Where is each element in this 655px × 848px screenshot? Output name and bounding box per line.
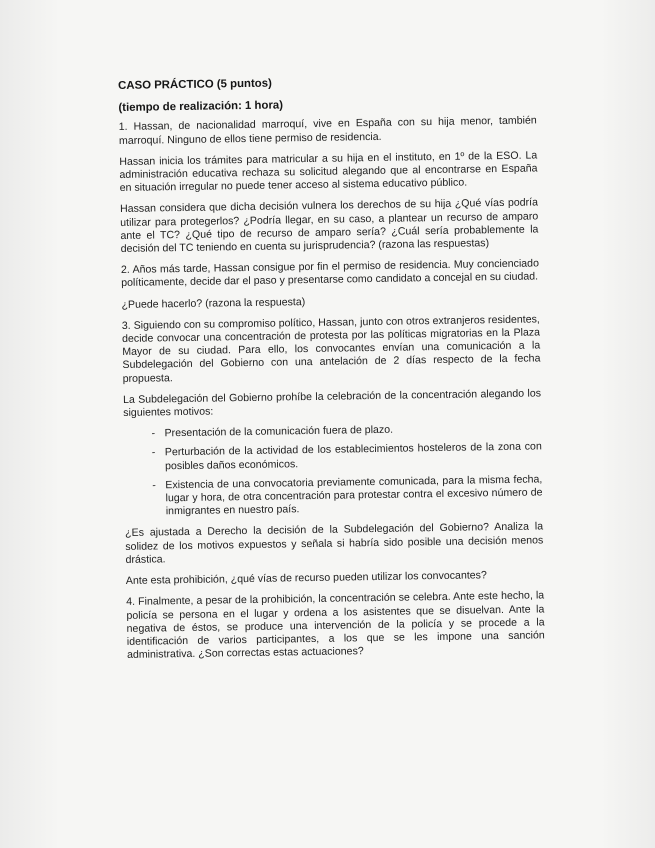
question-4-paragraph: 4. Finalmente, a pesar de la prohibición, la concentración se celebra. Ante este hecho, la policía se persona en el lugar y ordena a los asistentes que se disuelvan. Ante la negativa de éstos, se produce una intervención de la policía y se procede a la identificación de varios participantes, a los que se les impone una sanción administrativa. ¿Son correctas estas actuaciones? bbox=[126, 589, 545, 662]
motive-text: Presentación de la comunicación fuera de plazo. bbox=[164, 423, 394, 440]
list-item bbox=[152, 441, 542, 474]
question-1-paragraph: 1. Hassan, de nacionalidad marroquí, vive en España con su hija menor, también marroquí. Ninguno de ellos tiene permiso de residencia. bbox=[118, 114, 537, 147]
question-3-analysis: ¿Es ajustada a Derecho la decisión de la Subdelegación del Gobierno? Analiza la solidez de los motivos expuestos y señala si habría sido posible una decisión menos drástica. bbox=[125, 520, 544, 566]
bullet-dash: - bbox=[151, 427, 156, 440]
motive-text: Existencia de una convocatoria previamente comunicada, para la misma fecha, lugar y hora, de otra concentración para protestar contra el excesivo número de inmigrantes en nuestro país. bbox=[165, 473, 543, 518]
list-item bbox=[151, 422, 541, 441]
question-2-paragraph: 2. Años más tarde, Hassan consigue por fin el permiso de residencia. Muy concienciado políticamente, decide dar el paso y presentarse como candidato a concejal en su ciudad. bbox=[120, 257, 540, 290]
document-title: CASO PRÁCTICO (5 puntos) bbox=[118, 77, 272, 92]
motives-list bbox=[123, 422, 542, 520]
question-1-questions: Hassan considera que dicha decisión vulnera los derechos de su hija ¿Qué vías podría utilizar para protegerlos? ¿Podría llegar, en su caso, a plantear un recurso de amparo ante el TC? ¿Qué tipo de recurso de amparo sería? ¿Cuál sería probablemente la decisión del TC teniendo en cuenta su jurisprudencia? (razona las respuestas) bbox=[119, 196, 539, 256]
document-subtitle: (tiempo de realización: 1 hora) bbox=[118, 99, 284, 115]
exam-document bbox=[118, 73, 545, 670]
bullet-dash: - bbox=[151, 446, 156, 459]
bullet-dash: - bbox=[152, 479, 156, 492]
question-2-question: ¿Puede hacerlo? (razona la respuesta) bbox=[121, 295, 306, 311]
question-3-appeal: Ante esta prohibición, ¿qué vías de recurso pueden utilizar los convocantes? bbox=[125, 569, 487, 588]
question-1-context: Hassan inicia los trámites para matricular a su hija en el instituto, en 1º de la ESO. La administración educativa rechaza su solicitud alegando que al encontrarse en España en situación irregular no puede tener acceso al sistema educativo público. bbox=[119, 149, 538, 195]
question-3-paragraph: 3. Siguiendo con su compromiso político, Hassan, junto con otros extranjeros residentes, decide convocar una concentración de protesta por las políticas migratorias en la Plaza Mayor de su ciudad. Para ello, los convocantes envían una comunicación a la Subdelegación del Gobierno con una antelación de 2 días respecto de la fecha propuesta. bbox=[121, 313, 541, 385]
list-item bbox=[152, 473, 543, 519]
question-3-prohibition: La Subdelegación del Gobierno prohíbe la celebración de la concentración alegando los siguientes motivos: bbox=[122, 387, 542, 420]
motive-text: Perturbación de la actividad de los establecimientos hosteleros de la zona con posibles daños económicos. bbox=[164, 440, 542, 472]
